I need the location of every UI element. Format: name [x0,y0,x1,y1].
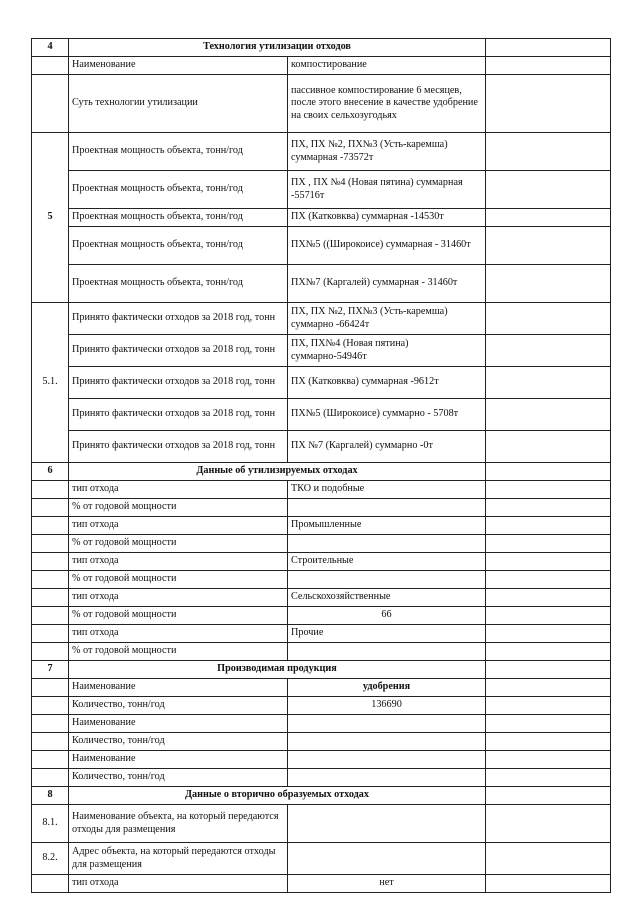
table-row [32,843,611,875]
empty-cell [486,679,611,697]
row-value [288,643,486,661]
section-number: 7 [32,661,69,679]
row-value: ПХ, ПХ №2, ПХ№3 (Усть-каремша) суммарно -66424т [288,303,486,335]
empty-cell [486,661,611,679]
table-row [32,679,611,697]
section-7-header [32,661,611,679]
table-row [32,607,611,625]
waste-data-table [31,38,611,893]
row-label: Проектная мощность объекта, тонн/год [69,171,288,209]
empty-cell [32,643,69,661]
section-title: Данные о вторично образуемых отходах [69,787,486,805]
row-value: ПХ№5 ((Широкоисе) суммарная - 31460т [288,227,486,265]
empty-cell [486,715,611,733]
table-row [32,431,611,463]
empty-cell [486,75,611,133]
empty-cell [486,431,611,463]
section-title: Производимая продукция [69,661,486,679]
empty-cell [486,751,611,769]
empty-cell [32,535,69,553]
row-label: Наименование [69,57,288,75]
row-label: Принято фактически отходов за 2018 год, тонн [69,303,288,335]
empty-cell [486,571,611,589]
empty-cell [486,265,611,303]
table-row [32,553,611,571]
row-label: тип отхода [69,481,288,499]
row-label: % от годовой мощности [69,535,288,553]
row-value: ТКО и подобные [288,481,486,499]
empty-cell [486,367,611,399]
empty-cell [32,553,69,571]
empty-cell [32,769,69,787]
row-label: тип отхода [69,589,288,607]
empty-cell [32,715,69,733]
row-label: Наименование [69,679,288,697]
row-label: Количество, тонн/год [69,697,288,715]
empty-cell [486,643,611,661]
table-row [32,571,611,589]
row-value [288,715,486,733]
empty-cell [486,875,611,893]
section-number: 8 [32,787,69,805]
row-label: Проектная мощность объекта, тонн/год [69,227,288,265]
empty-cell [32,517,69,535]
row-label: тип отхода [69,875,288,893]
empty-cell [486,133,611,171]
row-value: ПХ, ПХ№4 (Новая пятина) суммарно-54946т [288,335,486,367]
row-label: Адрес объекта, на который передаются отходы для размещения [69,843,288,875]
row-value: Прочие [288,625,486,643]
table-row [32,751,611,769]
empty-cell [486,399,611,431]
row-label: Проектная мощность объекта, тонн/год [69,209,288,227]
empty-cell [486,481,611,499]
empty-cell [486,625,611,643]
table-row [32,367,611,399]
section-number: 5 [32,133,69,303]
row-value: ПХ№5 (Широкоисе) суммарно - 5708т [288,399,486,431]
row-value: нет [288,875,486,893]
table-row [32,171,611,209]
row-value [288,499,486,517]
row-value: ПХ , ПХ №4 (Новая пятина) суммарная -55716т [288,171,486,209]
empty-cell [486,843,611,875]
section-title: Технология утилизации отходов [69,39,486,57]
row-value: Строительные [288,553,486,571]
table-row [32,535,611,553]
empty-cell [486,697,611,715]
row-value [288,571,486,589]
section-8-header [32,787,611,805]
row-value [288,751,486,769]
row-label: Проектная мощность объекта, тонн/год [69,265,288,303]
row-value: Сельскохозяйственные [288,589,486,607]
empty-cell [32,733,69,751]
row-value: удобрения [288,679,486,697]
section-number: 4 [32,39,69,57]
row-value: ПХ№7 (Каргалей) суммарная - 31460т [288,265,486,303]
empty-cell [486,463,611,481]
row-value: 136690 [288,697,486,715]
table-row [32,133,611,171]
empty-cell [32,499,69,517]
table-row [32,209,611,227]
empty-cell [486,227,611,265]
row-label: Наименование [69,715,288,733]
empty-cell [32,481,69,499]
row-number: 8.2. [32,843,69,875]
row-label: тип отхода [69,553,288,571]
empty-cell [32,589,69,607]
table-row [32,303,611,335]
table-row [32,625,611,643]
table-row [32,769,611,787]
section-4-header [32,39,611,57]
row-label: Наименование [69,751,288,769]
row-value: пассивное компостирование 6 месяцев, после этого внесение в качестве удобрение на своих сельхозугодьях [288,75,486,133]
row-value: ПХ, ПХ №2, ПХ№3 (Усть-каремша) суммарная -73572т [288,133,486,171]
empty-cell [32,697,69,715]
row-label: Проектная мощность объекта, тонн/год [69,133,288,171]
row-label: Наименование объекта, на который передаются отходы для размещения [69,805,288,843]
empty-cell [486,805,611,843]
table-row [32,643,611,661]
empty-cell [486,589,611,607]
row-value: компостирование [288,57,486,75]
row-value [288,733,486,751]
empty-cell [486,335,611,367]
table-row [32,499,611,517]
empty-cell [486,303,611,335]
empty-cell [486,517,611,535]
row-label: % от годовой мощности [69,571,288,589]
section-number: 6 [32,463,69,481]
row-value [288,769,486,787]
row-number [32,875,69,893]
empty-cell [32,57,69,75]
row-label: тип отхода [69,517,288,535]
row-label: Принято фактически отходов за 2018 год, тонн [69,399,288,431]
table-row [32,517,611,535]
empty-cell [486,787,611,805]
empty-cell [486,209,611,227]
table-row [32,805,611,843]
row-label: % от годовой мощности [69,607,288,625]
table-row [32,875,611,893]
table-row [32,733,611,751]
row-value: 66 [288,607,486,625]
empty-cell [486,607,611,625]
empty-cell [486,733,611,751]
row-value [288,805,486,843]
empty-cell [486,499,611,517]
row-label: Суть технологии утилизации [69,75,288,133]
row-label: % от годовой мощности [69,643,288,661]
row-value: ПХ (Катковква) суммарная -9612т [288,367,486,399]
section-title: Данные об утилизируемых отходах [69,463,486,481]
row-number: 8.1. [32,805,69,843]
section-6-header [32,463,611,481]
empty-cell [32,607,69,625]
table-row [32,481,611,499]
row-label: Принято фактически отходов за 2018 год, тонн [69,367,288,399]
empty-cell [486,39,611,57]
table-row [32,227,611,265]
row-label: Принято фактически отходов за 2018 год, тонн [69,431,288,463]
row-label: Принято фактически отходов за 2018 год, тонн [69,335,288,367]
row-value [288,535,486,553]
table-row [32,715,611,733]
empty-cell [32,571,69,589]
row-label: Количество, тонн/год [69,769,288,787]
table-row [32,75,611,133]
empty-cell [32,751,69,769]
empty-cell [486,769,611,787]
empty-cell [486,535,611,553]
table-row [32,697,611,715]
empty-cell [32,625,69,643]
row-label: тип отхода [69,625,288,643]
empty-cell [486,57,611,75]
table-row [32,57,611,75]
section-number: 5.1. [32,303,69,463]
empty-cell [486,171,611,209]
table-row [32,589,611,607]
empty-cell [32,75,69,133]
row-value: Промышленные [288,517,486,535]
row-value: ПХ (Катковква) суммарная -14530т [288,209,486,227]
table-row [32,399,611,431]
row-label: Количество, тонн/год [69,733,288,751]
row-value: ПХ №7 (Каргалей) суммарно -0т [288,431,486,463]
table-row [32,335,611,367]
empty-cell [32,679,69,697]
row-value [288,843,486,875]
table-row [32,265,611,303]
row-label: % от годовой мощности [69,499,288,517]
empty-cell [486,553,611,571]
